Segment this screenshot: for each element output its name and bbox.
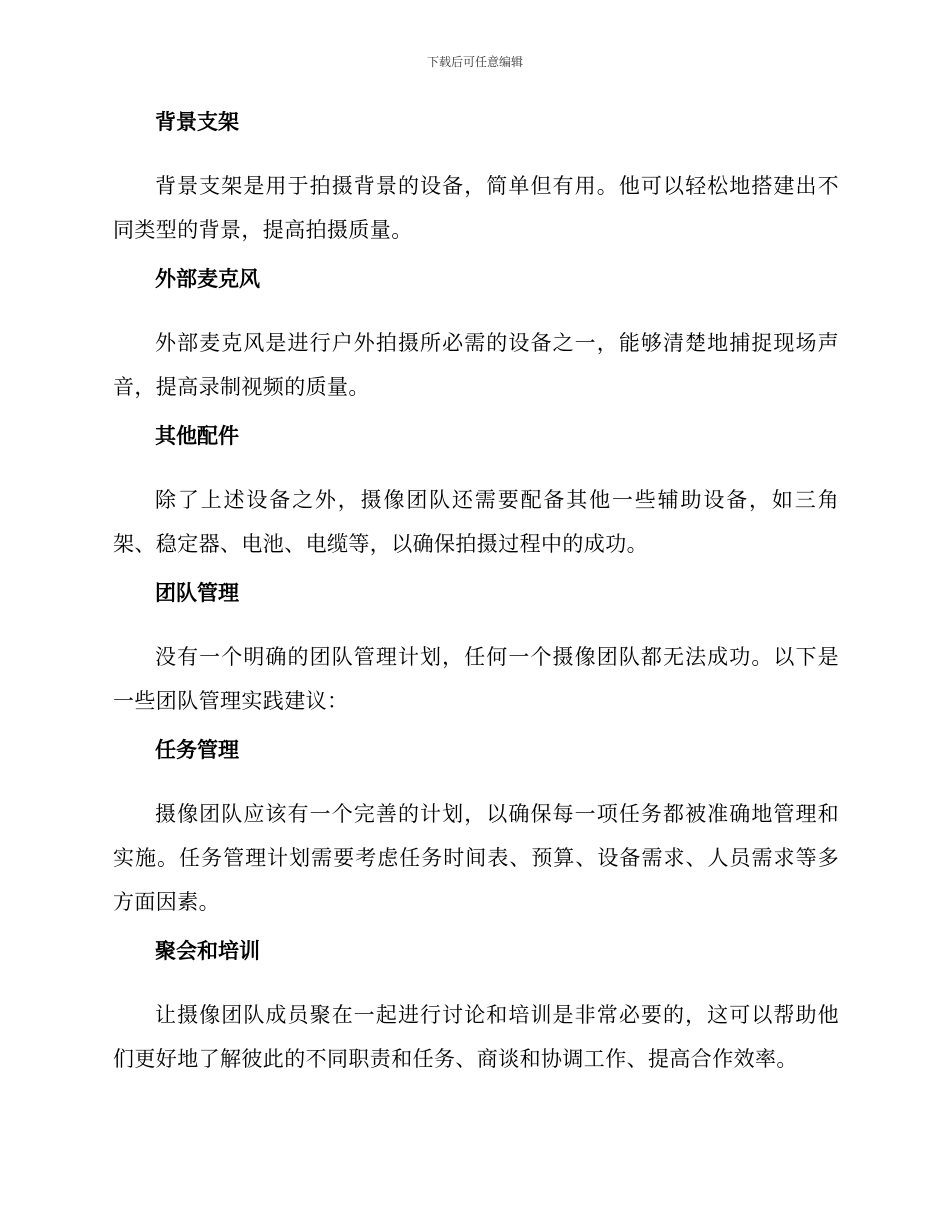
section-meetings-training xyxy=(113,936,839,1081)
document-content xyxy=(113,107,839,1093)
section-paragraph: 让摄像团队成员聚在一起进行讨论和培训是非常必要的，这可以帮助他们更好地了解彼此的不同职责和任务、商谈和协调工作、提高合作效率。 xyxy=(113,1003,839,1071)
section-team-management xyxy=(113,578,839,723)
section-heading: 任务管理 xyxy=(155,738,239,762)
section-heading: 背景支架 xyxy=(155,110,239,134)
page-header: 下载后可任意编辑 xyxy=(426,55,523,69)
section-other-accessories xyxy=(113,421,839,566)
section-external-microphone xyxy=(113,264,839,409)
section-heading: 聚会和培训 xyxy=(155,939,260,963)
section-paragraph: 背景支架是用于拍摄背景的设备，简单但有用。他可以轻松地搭建出不同类型的背景，提高拍摄质量。 xyxy=(113,174,839,242)
section-heading: 外部麦克风 xyxy=(155,267,260,291)
section-task-management xyxy=(113,735,839,924)
section-heading: 团队管理 xyxy=(155,581,239,605)
section-background-stand xyxy=(113,107,839,252)
section-paragraph: 外部麦克风是进行户外拍摄所必需的设备之一，能够清楚地捕捉现场声音，提高录制视频的质量。 xyxy=(113,331,839,399)
section-paragraph: 除了上述设备之外，摄像团队还需要配备其他一些辅助设备，如三角架、稳定器、电池、电缆等，以确保拍摄过程中的成功。 xyxy=(113,488,839,556)
section-heading: 其他配件 xyxy=(155,424,239,448)
section-paragraph: 没有一个明确的团队管理计划，任何一个摄像团队都无法成功。以下是一些团队管理实践建议： xyxy=(113,645,839,713)
section-paragraph: 摄像团队应该有一个完善的计划，以确保每一项任务都被准确地管理和实施。任务管理计划需要考虑任务时间表、预算、设备需求、人员需求等多方面因素。 xyxy=(113,802,839,914)
